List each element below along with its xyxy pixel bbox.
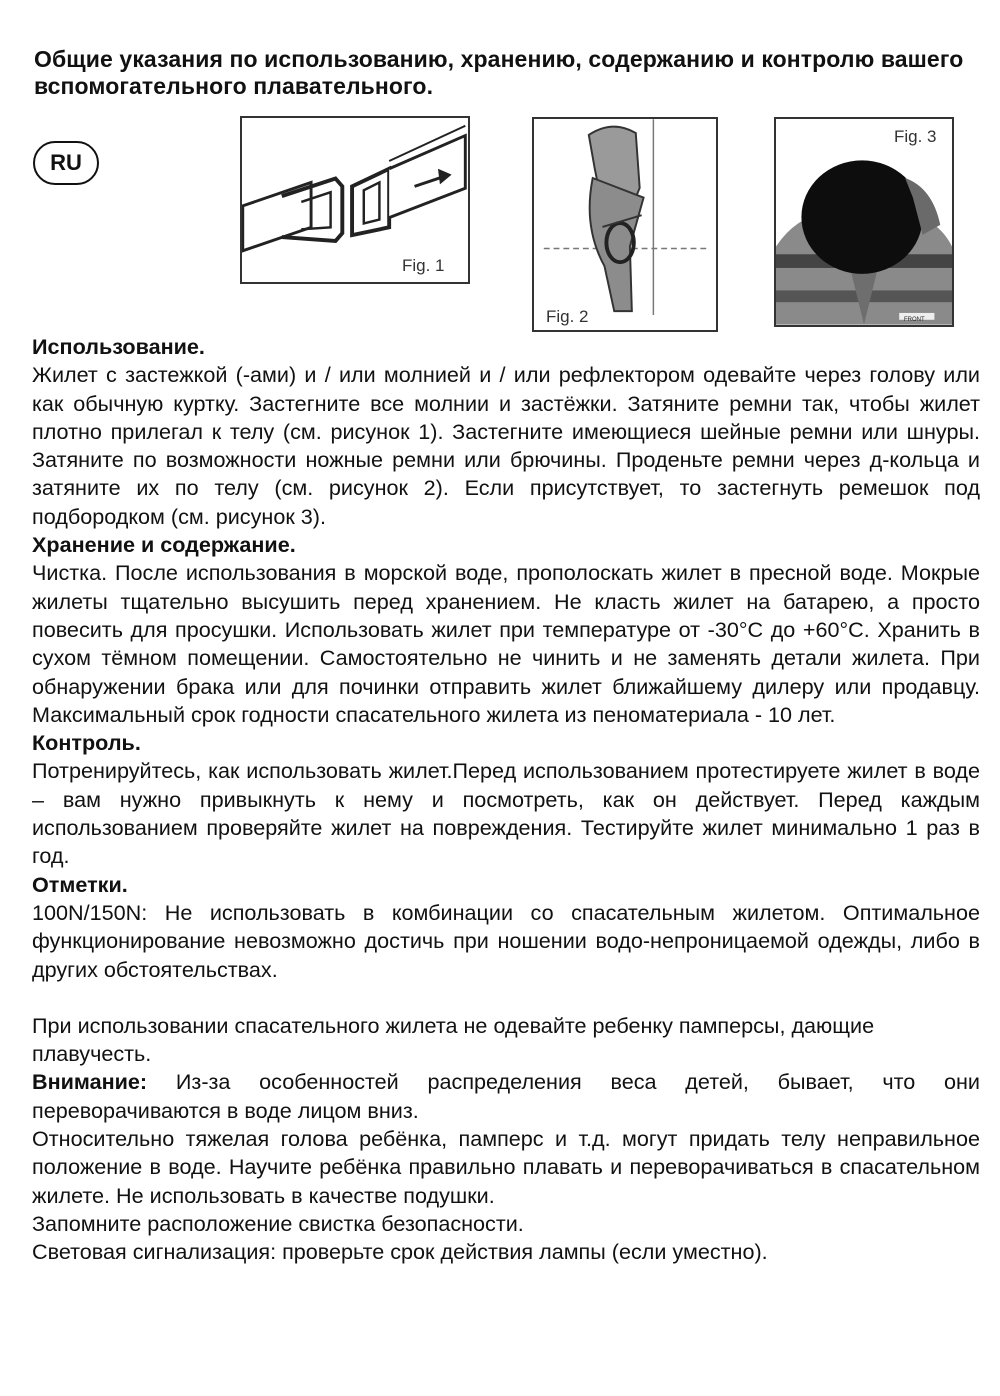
storage-text: Чистка. После использования в морской воде, прополоскать жилет в пресной воде. Мокрые жилеты тщательно высушить перед хранением. Не класть жилет на батарею, а просто повесить для просушки. Использовать жилет при температуре от -30°С до +60°С. Хранить в сухом тёмном помещении. Самостоятельно не чинить и не заменять детали жилета. При обнаружении брака или для починки отправить жилет ближайшему дилеру или продавцу. Максимальный срок годности спасательного жилета из пеноматериала - 10 лет. (32, 560, 980, 727)
attention-label: Внимание: (32, 1069, 148, 1095)
figure-1-caption: Fig. 1 (402, 256, 445, 275)
attention-paragraph (32, 1068, 980, 1125)
notes-text: 100N/150N: Не использовать в комбинации со спасательным жилетом. Оптимальное функционирование невозможно достичь при ношении водо-непроницаемой одежды, либо в других обстоятельствах. (32, 899, 980, 982)
vest-illustration (776, 119, 952, 325)
figure-1-buckle (240, 116, 470, 284)
d-ring-strap-illustration (534, 119, 716, 330)
control-heading: Контроль. (32, 730, 141, 756)
whistle-note: Запомните расположение свистка безопасности. (32, 1210, 524, 1236)
attention-text: Из-за особенностей распределения веса детей, бывает, что они переворачиваются в воде лицом вниз. (32, 1069, 980, 1123)
figure-3-vest (774, 117, 954, 327)
control-text: Потренируйтесь, как использовать жилет.Перед использованием протестируете жилет в воде – вам нужно привыкнуть к нему и посмотреть, как он действует. Перед каждым использованием проверяйте жилет на повреждения. Тестируйте жилет минимально 1 раз в год. (32, 758, 980, 869)
light-note: Световая сигнализация: проверьте срок действия лампы (если уместно). (32, 1239, 768, 1265)
figure-2-caption: Fig. 2 (546, 307, 589, 326)
storage-heading: Хранение и содержание. (32, 532, 296, 558)
figure-2-d-ring (532, 117, 718, 332)
usage-text: Жилет с застежкой (-ами) и / или молнией и / или рефлектором одевайте через голову или как обычную куртку. Застегните все молнии и застёжки. Затяните ремни так, чтобы жилет плотно прилегал к телу (см. рисунок 1). Застегните имеющиеся шейные ремни или шнуры. Затяните по возможности ножные ремни или брючины. Проденьте ремни через д-кольца и затяните их по телу (см. рисунок 2). Если присутствует, то застегнуть ремешок под подбородком (см. рисунок 3). (32, 362, 980, 529)
figure-3-caption: Fig. 3 (894, 127, 937, 146)
notes-heading: Отметки. (32, 871, 128, 897)
instructions-body (32, 333, 980, 1267)
diaper-note: При использовании спасательного жилета не одевайте ребенку памперсы, дающие плавучесть. (32, 1012, 875, 1067)
language-badge: RU (33, 141, 99, 185)
child-note: Относительно тяжелая голова ребёнка, памперс и т.д. могут придать телу неправильное положение в воде. Научите ребёнка правильно плавать и переворачиваться в спасательном жилете. Не использовать в качестве подушки. (32, 1126, 980, 1208)
vest-label: FRONT (904, 317, 925, 323)
document-title: Общие указания по использованию, хранению, содержанию и контролю вашего вспомогательного плавательного. (34, 46, 964, 99)
paragraph-gap (32, 984, 980, 1012)
usage-heading: Использование. (32, 334, 205, 359)
